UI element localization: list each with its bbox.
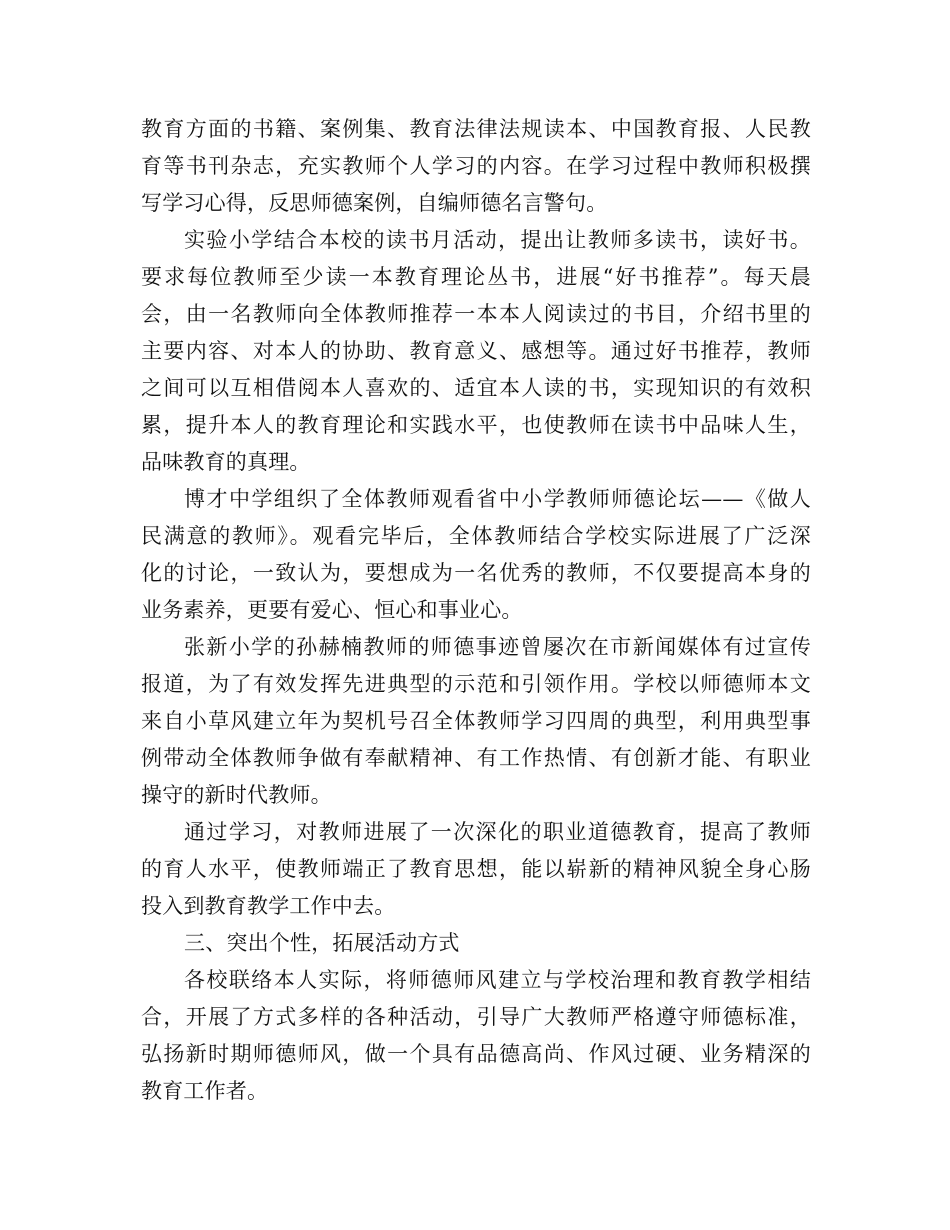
- text-line: 通过学习，对教师进展了一次深化的职业道德教育，提高了教师: [184, 820, 811, 844]
- paragraph: [141, 481, 811, 629]
- document-body: [141, 111, 811, 1110]
- text-line: 民满意的教师》。观看完毕后，全体教师结合学校实际进展了广泛深: [141, 524, 811, 548]
- paragraph: [141, 814, 811, 925]
- text-line: 要求每位教师至少读一本教育理论丛书，进展“好书推荐”。每天晨: [141, 265, 811, 289]
- text-line: 报道，为了有效发挥先进典型的示范和引领作用。学校以师德师本文: [141, 672, 811, 696]
- text-line: 合，开展了方式多样的各种活动，引导广大教师严格遵守师德标准，: [141, 1005, 811, 1029]
- paragraph: [141, 629, 811, 814]
- paragraph: [141, 111, 811, 222]
- text-line: 之间可以互相借阅本人喜欢的、适宜本人读的书，实现知识的有效积: [141, 376, 811, 400]
- text-line: 主要内容、对本人的协助、教育意义、感想等。通过好书推荐，教师: [141, 339, 811, 363]
- text-line: 张新小学的孙赫楠教师的师德事迹曾屡次在市新闻媒体有过宣传: [184, 635, 811, 659]
- text-line: 的育人水平，使教师端正了教育思想，能以崭新的精神风貌全身心肠: [141, 857, 811, 881]
- section-heading: [141, 925, 811, 962]
- text-line: 累，提升本人的教育理论和实践水平，也使教师在读书中品味人生，: [141, 413, 811, 437]
- text-line: 化的讨论，一致认为，要想成为一名优秀的教师，不仅要提高本身的: [141, 561, 811, 585]
- text-line: 博才中学组织了全体教师观看省中小学教师师德论坛——《做人: [184, 487, 811, 511]
- text-line: 弘扬新时期师德师风，做一个具有品德高尚、作风过硬、业务精深的: [141, 1042, 811, 1066]
- text-line: 品味教育的真理。: [141, 450, 311, 474]
- paragraph: [141, 962, 811, 1110]
- text-line: 例带动全体教师争做有奉献精神、有工作热情、有创新才能、有职业: [141, 746, 811, 770]
- text-line: 教育方面的书籍、案例集、教育法律法规读本、中国教育报、人民教: [141, 117, 811, 141]
- text-line: 教育工作者。: [141, 1079, 269, 1103]
- text-line: 来自小草风建立年为契机号召全体教师学习四周的典型，利用典型事: [141, 709, 811, 733]
- text-line: 各校联络本人实际，将师德师风建立与学校治理和教育教学相结: [184, 968, 811, 992]
- text-line: 三、突出个性，拓展活动方式: [184, 931, 460, 955]
- text-line: 投入到教育教学工作中去。: [141, 894, 396, 918]
- text-line: 业务素养，更要有爱心、恒心和事业心。: [141, 598, 523, 622]
- text-line: 操守的新时代教师。: [141, 783, 332, 807]
- text-line: 写学习心得，反思师德案例，自编师德名言警句。: [141, 191, 608, 215]
- text-line: 实验小学结合本校的读书月活动，提出让教师多读书，读好书。: [184, 228, 811, 252]
- text-line: 育等书刊杂志，充实教师个人学习的内容。在学习过程中教师积极撰: [141, 154, 811, 178]
- text-line: 会，由一名教师向全体教师推荐一本本人阅读过的书目，介绍书里的: [141, 302, 811, 326]
- paragraph: [141, 222, 811, 481]
